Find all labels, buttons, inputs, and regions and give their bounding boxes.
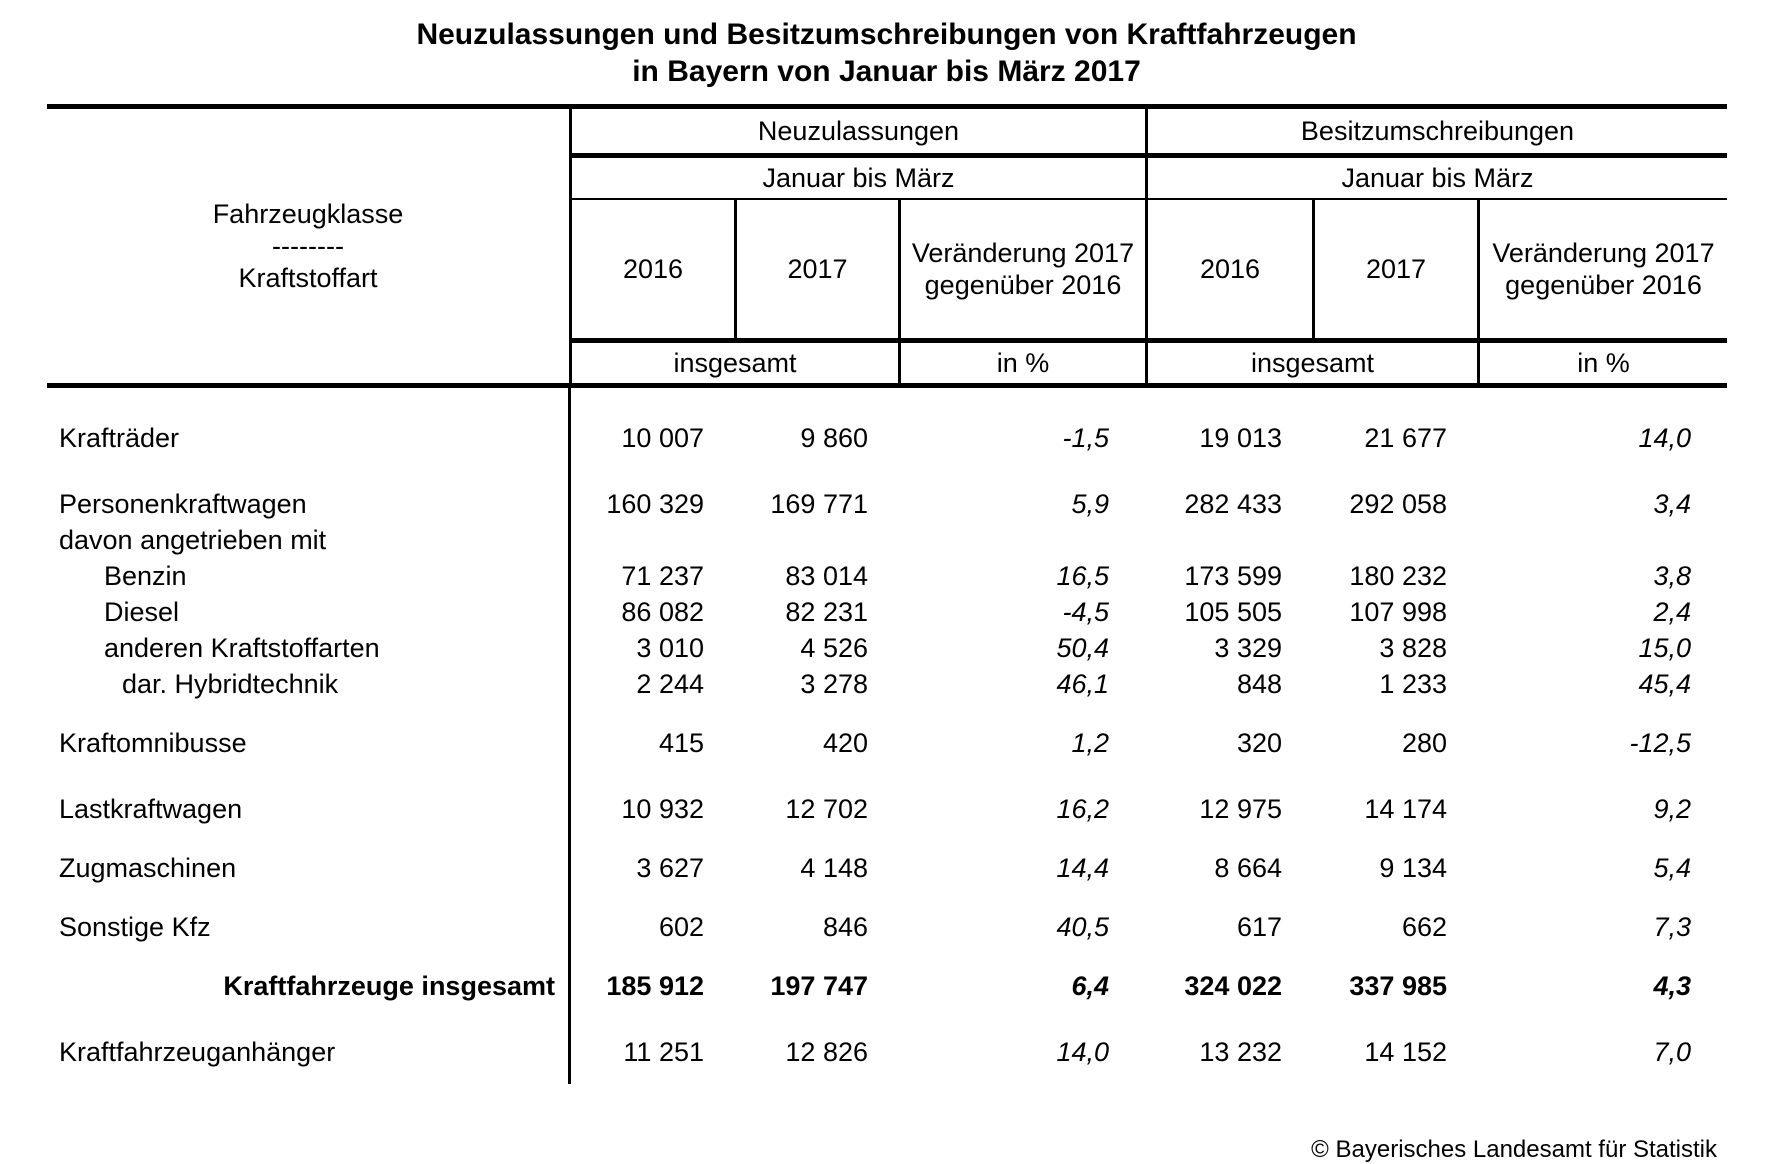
cell-value: 282 433 bbox=[1184, 489, 1282, 519]
table-header bbox=[47, 104, 1727, 388]
table-row-kraftfahrzeuganhaenger bbox=[47, 1034, 1727, 1070]
year-header-2016: 2016 bbox=[1145, 200, 1312, 338]
cell-value bbox=[1477, 522, 1727, 558]
cell-value: 83 014 bbox=[785, 561, 868, 591]
cell-value: 173 599 bbox=[1184, 561, 1282, 591]
cell-value: 846 bbox=[822, 912, 868, 942]
table-body bbox=[47, 388, 1727, 1084]
cell-value: 617 bbox=[1236, 912, 1282, 942]
cell-value: -1,5 bbox=[1062, 423, 1109, 453]
cell-value: 3 010 bbox=[636, 633, 704, 663]
cell-value: 3 329 bbox=[1214, 633, 1282, 663]
table-row-lastkraftwagen bbox=[47, 791, 1727, 827]
header-unit-row bbox=[569, 343, 1727, 383]
unit-header-percent: in % bbox=[1477, 343, 1727, 383]
row-label: anderen Kraftstoffarten bbox=[104, 633, 380, 663]
cell-value: 107 998 bbox=[1349, 597, 1447, 627]
cell-value: 105 505 bbox=[1184, 597, 1282, 627]
cell-value: 4 526 bbox=[800, 633, 868, 663]
cell-value: 12 702 bbox=[785, 794, 868, 824]
header-data-area bbox=[569, 109, 1727, 383]
cell-value: 602 bbox=[658, 912, 704, 942]
cell-value: 3 627 bbox=[636, 853, 704, 883]
table-row-andere-kraftstoffarten bbox=[47, 630, 1727, 666]
row-label: Kraftfahrzeuganhänger bbox=[59, 1037, 336, 1067]
cell-value: 12 975 bbox=[1199, 794, 1282, 824]
cell-value: 197 747 bbox=[770, 971, 868, 1001]
cell-value: 16,5 bbox=[1056, 561, 1109, 591]
cell-value: 71 237 bbox=[621, 561, 704, 591]
cell-value bbox=[1145, 522, 1312, 558]
page-title bbox=[0, 0, 1773, 90]
cell-value: 3,4 bbox=[1653, 489, 1691, 519]
table-row-benzin bbox=[47, 558, 1727, 594]
row-label: Kraftomnibusse bbox=[59, 728, 247, 758]
table-row-personenkraftwagen bbox=[47, 486, 1727, 522]
copyright-notice bbox=[47, 1136, 1727, 1164]
cell-value: 14,4 bbox=[1056, 853, 1109, 883]
header-group-row bbox=[569, 109, 1727, 158]
cell-value: 5,9 bbox=[1071, 489, 1109, 519]
group-header-besitzumschreibungen: Besitzumschreibungen bbox=[1145, 109, 1727, 153]
row-label: Lastkraftwagen bbox=[59, 794, 243, 824]
table-row-davon-angetrieben-mit bbox=[47, 522, 1727, 558]
table-row-kraftomnibusse bbox=[47, 725, 1727, 761]
cell-value: 14 174 bbox=[1364, 794, 1447, 824]
stub-header-divider: -------- bbox=[272, 231, 344, 261]
change-header bbox=[1477, 200, 1727, 338]
cell-value: 662 bbox=[1401, 912, 1447, 942]
period-header: Januar bis März bbox=[569, 158, 1145, 198]
cell-value: 50,4 bbox=[1056, 633, 1109, 663]
cell-value: 169 771 bbox=[770, 489, 868, 519]
cell-value: 7,0 bbox=[1653, 1037, 1691, 1067]
header-period-row bbox=[569, 158, 1727, 200]
stub-header bbox=[47, 109, 569, 383]
cell-value: 19 013 bbox=[1199, 423, 1282, 453]
change-header bbox=[898, 200, 1145, 338]
year-header-2016: 2016 bbox=[569, 200, 734, 338]
cell-value: 10 932 bbox=[621, 794, 704, 824]
period-header: Januar bis März bbox=[1145, 158, 1727, 198]
cell-value: 280 bbox=[1401, 728, 1447, 758]
unit-header-insgesamt: insgesamt bbox=[569, 343, 898, 383]
table-row-hybridtechnik bbox=[47, 666, 1727, 702]
cell-value: 1 233 bbox=[1379, 669, 1447, 699]
cell-value: 9 134 bbox=[1379, 853, 1447, 883]
table-row-sonstige-kfz bbox=[47, 909, 1727, 945]
cell-value: 180 232 bbox=[1349, 561, 1447, 591]
table-row-diesel bbox=[47, 594, 1727, 630]
year-header-2017: 2017 bbox=[734, 200, 898, 338]
cell-value: 14,0 bbox=[1638, 423, 1691, 453]
cell-value: 420 bbox=[822, 728, 868, 758]
cell-value: -12,5 bbox=[1629, 728, 1691, 758]
row-label: Diesel bbox=[104, 597, 180, 627]
cell-value: 14,0 bbox=[1056, 1037, 1109, 1067]
cell-value: 2 244 bbox=[636, 669, 704, 699]
cell-value: 324 022 bbox=[1184, 971, 1282, 1001]
row-label: Sonstige Kfz bbox=[59, 912, 211, 942]
cell-value: 415 bbox=[658, 728, 704, 758]
year-header-2017: 2017 bbox=[1312, 200, 1477, 338]
cell-value: 7,3 bbox=[1653, 912, 1691, 942]
cell-value: 337 985 bbox=[1349, 971, 1447, 1001]
cell-value: 82 231 bbox=[785, 597, 868, 627]
cell-value bbox=[734, 522, 898, 558]
cell-value: 9,2 bbox=[1653, 794, 1691, 824]
change-header-line-1: Veränderung 2017 bbox=[911, 238, 1135, 268]
row-label: Krafträder bbox=[59, 423, 180, 453]
row-label: davon angetrieben mit bbox=[59, 525, 327, 555]
cell-value: 15,0 bbox=[1638, 633, 1691, 663]
cell-value: 12 826 bbox=[785, 1037, 868, 1067]
copyright-text: © Bayerisches Landesamt für Statistik bbox=[1311, 1136, 1717, 1163]
cell-value: 40,5 bbox=[1056, 912, 1109, 942]
change-header-line-2: gegenüber 2016 bbox=[924, 270, 1122, 300]
row-label: Zugmaschinen bbox=[59, 853, 237, 883]
cell-value: 1,2 bbox=[1071, 728, 1109, 758]
cell-value: 16,2 bbox=[1056, 794, 1109, 824]
cell-value: 9 860 bbox=[800, 423, 868, 453]
row-label: Benzin bbox=[104, 561, 187, 591]
cell-value: 14 152 bbox=[1364, 1037, 1447, 1067]
cell-value: 86 082 bbox=[621, 597, 704, 627]
cell-value: 4 148 bbox=[800, 853, 868, 883]
change-header-line-1: Veränderung 2017 bbox=[1492, 238, 1715, 268]
group-header-neuzulassungen: Neuzulassungen bbox=[569, 109, 1145, 153]
cell-value: 10 007 bbox=[621, 423, 704, 453]
header-year-row bbox=[569, 200, 1727, 343]
cell-value: 6,4 bbox=[1071, 971, 1109, 1001]
cell-value bbox=[569, 522, 734, 558]
stub-header-kraftstoffart: Kraftstoffart bbox=[238, 263, 378, 293]
cell-value: 5,4 bbox=[1653, 853, 1691, 883]
cell-value: 848 bbox=[1236, 669, 1282, 699]
cell-value: 21 677 bbox=[1364, 423, 1447, 453]
cell-value: -4,5 bbox=[1062, 597, 1109, 627]
cell-value: 292 058 bbox=[1349, 489, 1447, 519]
cell-value: 3 828 bbox=[1379, 633, 1447, 663]
cell-value: 45,4 bbox=[1638, 669, 1691, 699]
row-label: Personenkraftwagen bbox=[59, 489, 307, 519]
cell-value: 160 329 bbox=[606, 489, 704, 519]
row-label: dar. Hybridtechnik bbox=[122, 669, 339, 699]
stub-header-fahrzeugklasse: Fahrzeugklasse bbox=[212, 199, 404, 229]
table-row-kraftraeder bbox=[47, 420, 1727, 456]
row-label: Kraftfahrzeuge insgesamt bbox=[223, 971, 555, 1001]
cell-value: 11 251 bbox=[623, 1037, 704, 1067]
title-line-1: Neuzulassungen und Besitzumschreibungen von Kraftfahrzeugen bbox=[416, 18, 1357, 51]
cell-value: 3 278 bbox=[800, 669, 868, 699]
cell-value: 3,8 bbox=[1653, 561, 1691, 591]
cell-value: 8 664 bbox=[1214, 853, 1282, 883]
cell-value: 320 bbox=[1236, 728, 1282, 758]
cell-value: 2,4 bbox=[1653, 597, 1691, 627]
cell-value bbox=[898, 522, 1145, 558]
change-header-line-2: gegenüber 2016 bbox=[1505, 270, 1702, 300]
cell-value: 185 912 bbox=[606, 971, 704, 1001]
cell-value: 4,3 bbox=[1653, 971, 1691, 1001]
unit-header-percent: in % bbox=[898, 343, 1145, 383]
cell-value bbox=[1312, 522, 1477, 558]
title-line-2: in Bayern von Januar bis März 2017 bbox=[632, 55, 1141, 88]
cell-value: 46,1 bbox=[1056, 669, 1109, 699]
table-row-kraftfahrzeuge-insgesamt bbox=[47, 968, 1727, 1004]
unit-header-insgesamt: insgesamt bbox=[1145, 343, 1477, 383]
vehicle-statistics-table bbox=[47, 104, 1727, 1164]
cell-value: 13 232 bbox=[1199, 1037, 1282, 1067]
table-row-zugmaschinen bbox=[47, 850, 1727, 886]
